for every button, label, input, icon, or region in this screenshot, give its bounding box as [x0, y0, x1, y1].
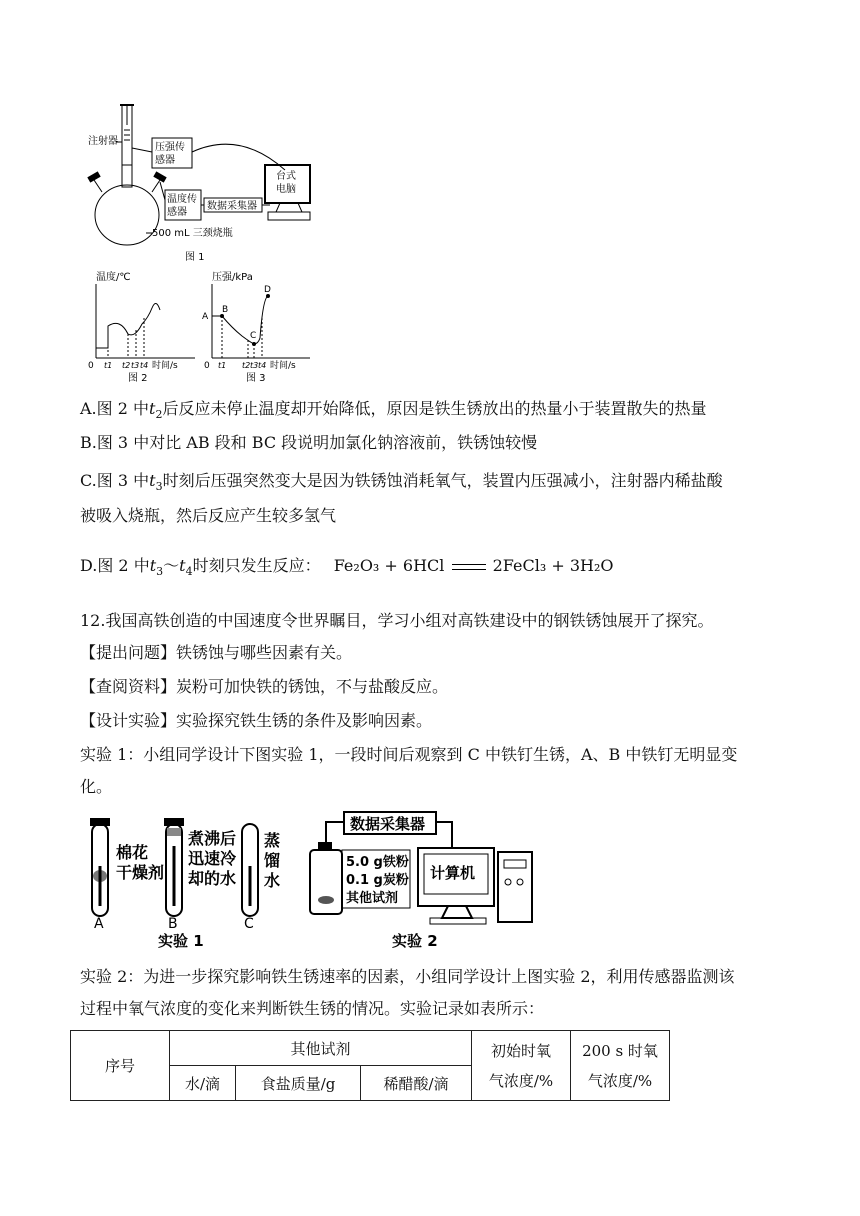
- flask-label: 500 mL 三颈烧瓶: [152, 228, 233, 239]
- tower-icon: [498, 852, 532, 922]
- option-d: D.图 2 中$t_3\sim t_4$时刻只发生反应： Fe₂O₃ + 6HCl 2FeCl₃ + 3H₂O: [80, 556, 614, 579]
- q12-exp2-line1: 实验 2：为进一步探究影响铁生锈速率的因素，小组同学设计上图实验 2，利用传感器监测该: [80, 967, 735, 986]
- figure-3-caption: 图 3: [246, 373, 266, 384]
- reagent-iron: 5.0 g铁粉: [346, 855, 409, 870]
- exp2-collector-label: 数据采集器: [350, 815, 426, 833]
- equation-lhs: Fe₂O₃ + 6HCl: [333, 556, 445, 575]
- pressure-sensor-label-1: 压强传: [155, 142, 185, 153]
- tube-b-label-3: 却的水: [188, 869, 237, 888]
- option-a: A.图 2 中$t_2$后反应未停止温度却开始降低，原因是铁生锈放出的热量小于装置散失的热量: [80, 399, 707, 422]
- header-acetic-acid: 稀醋酸/滴: [361, 1066, 472, 1101]
- figure-2-caption: 图 2: [128, 373, 148, 384]
- tube-b-label-2: 迅速冷: [188, 849, 237, 868]
- q12-info: 【查阅资料】炭粉可加快铁的锈蚀，不与盐酸反应。: [80, 677, 449, 696]
- fig2-curve: [96, 303, 160, 348]
- tube-a-label-2: 干燥剂: [116, 863, 165, 882]
- q12-intro: 12.我国高铁创造的中国速度令世界瞩目，学习小组对高铁建设中的钢铁锈蚀展开了探究。: [80, 611, 714, 630]
- q12-exp1-line2: 化。: [80, 777, 113, 796]
- header-initial-oxygen: 初始时氧 气浓度/%: [472, 1031, 571, 1101]
- q12-question: 【提出问题】铁锈蚀与哪些因素有关。: [80, 643, 353, 662]
- option-c-line2: 被吸入烧瓶，然后反应产生较多氢气: [80, 506, 337, 525]
- fig2-ylabel: 温度/℃: [96, 272, 131, 283]
- reagent-carbon: 0.1 g炭粉: [346, 873, 409, 888]
- fig3-point-b: B: [222, 305, 229, 315]
- figure-1-caption: 图 1: [185, 252, 205, 263]
- flask-icon: [95, 185, 159, 245]
- fig3-curve: [212, 296, 268, 344]
- exp1-label: 实验 1: [158, 932, 204, 950]
- fig3-ylabel: 压强/kPa: [212, 272, 253, 283]
- fig3-point-c: C: [250, 331, 257, 341]
- temp-sensor-label-2: 感器: [167, 207, 187, 218]
- option-c: C.图 3 中$t_3$时刻后压强突然变大是因为铁锈蚀消耗氧气，装置内压强减小，注射器内稀盐酸: [80, 471, 723, 494]
- figure-2-temperature-chart: [80, 268, 200, 386]
- tube-c-label-1: 蒸: [264, 831, 281, 850]
- syringe-label: 注射器: [88, 136, 118, 147]
- equals-double-bar: [452, 564, 486, 570]
- header-salt: 食盐质量/g: [235, 1066, 360, 1101]
- fig3-point-d: D: [264, 285, 271, 295]
- figure-3-pressure-chart: [198, 268, 318, 386]
- tube-c-label-2: 馏: [264, 851, 281, 870]
- bottle-icon: [310, 850, 342, 914]
- figure-experiments: [80, 806, 540, 954]
- option-b: B.图 3 中对比 AB 段和 BC 段说明加氯化钠溶液前，铁锈蚀较慢: [80, 433, 538, 452]
- fig3-point-a: A: [202, 312, 209, 322]
- tube-a-letter: A: [94, 916, 104, 932]
- computer-label-2: 电脑: [276, 184, 296, 195]
- header-200s-oxygen: 200 s 时氧 气浓度/%: [571, 1031, 670, 1101]
- q12-design: 【设计实验】实验探究铁生锈的条件及影响因素。: [80, 711, 433, 730]
- figure-1-apparatus: [80, 100, 320, 265]
- fig3-tick-t1: t1: [218, 361, 227, 370]
- pressure-sensor-label-2: 感器: [155, 155, 175, 166]
- computer-label-1: 台式: [276, 171, 296, 182]
- fig3-tick-t4: t4: [258, 361, 267, 370]
- header-index: 序号: [71, 1031, 170, 1101]
- fig2-origin: 0: [88, 361, 94, 371]
- tube-c-label-3: 水: [264, 871, 281, 890]
- fig2-tick-t4: t4: [140, 361, 149, 370]
- fig2-tick-t2: t2: [122, 361, 131, 370]
- exp2-label: 实验 2: [392, 932, 438, 950]
- fig3-xlabel: 时间/s: [270, 361, 296, 371]
- header-other-reagents: 其他试剂: [170, 1031, 472, 1066]
- temp-sensor-label-1: 温度传: [167, 194, 197, 205]
- fig3-tick-t3: t3: [250, 361, 259, 370]
- fig2-tick-t3: t3: [131, 361, 140, 370]
- tube-c-letter: C: [244, 916, 254, 932]
- q12-exp2-line2: 过程中氧气浓度的变化来判断铁生锈的情况。实验记录如表所示：: [80, 999, 545, 1018]
- experiment-record-table: [70, 1030, 670, 1101]
- header-water: 水/滴: [170, 1066, 236, 1101]
- reagent-other: 其他试剂: [346, 891, 399, 906]
- fig2-tick-t1: t1: [104, 361, 113, 370]
- equation-rhs: 2FeCl₃ + 3H₂O: [492, 556, 614, 575]
- fig3-origin: 0: [204, 361, 210, 371]
- fig2-xlabel: 时间/s: [152, 361, 178, 371]
- q12-exp1-line1: 实验 1：小组同学设计下图实验 1，一段时间后观察到 C 中铁钉生锈，A、B 中铁钉无明显变: [80, 745, 738, 764]
- fig3-tick-t2: t2: [242, 361, 251, 370]
- computer-label: 计算机: [430, 864, 476, 882]
- tube-a-label-1: 棉花: [116, 843, 149, 862]
- tube-b-letter: B: [168, 916, 178, 932]
- tube-b-label-1: 煮沸后: [188, 829, 237, 848]
- collector-label: 数据采集器: [207, 201, 257, 212]
